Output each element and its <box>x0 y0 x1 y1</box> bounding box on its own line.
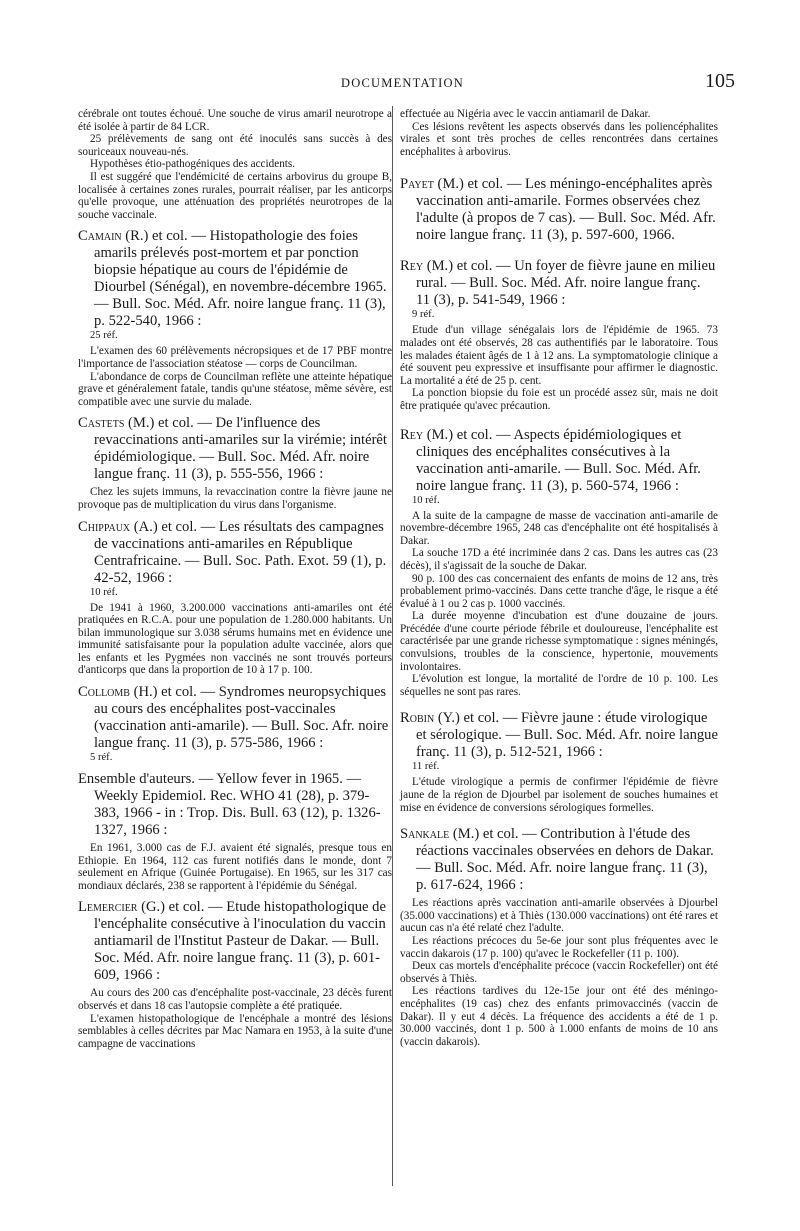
bibliography-entry <box>400 176 718 244</box>
bibliography-entry <box>400 427 718 699</box>
entry-title <box>400 710 718 761</box>
paragraph: Au cours des 200 cas d'encéphalite post-vaccinale, 23 décès furent observés et dans 18 cas l'autopsie complète a été pratiquée. <box>78 987 392 1013</box>
entry-title <box>78 228 392 330</box>
entry-citation: et col. — Un foyer de fièvre jaune en milieu rural. — Bull. Soc. Méd. Afr. noire langue franç. 11 (3), p. 541-549, 1966 : <box>416 258 716 309</box>
entry-citation: et col. — Les résultats des campagnes de vaccinations anti-amariles en République Centrafricaine. — Bull. Soc. Path. Exot. 59 (1), p. 42-52, 1966 : <box>94 518 387 586</box>
paragraph: Les réactions précoces du 5e-6e jour sont plus fréquentes avec le vaccin dakarois (17 p. 100) qu'avec le Rockefeller (11 p. 100). <box>400 935 718 960</box>
paragraph: La ponction biopsie du foie est un procédé assez sûr, mais ne doit être pratiquée qu'avec précaution. <box>400 387 718 412</box>
paragraph: La souche 17D a été incriminée dans 2 cas. Dans les autres cas (23 décès), il s'agissait de la souche de Dakar. <box>400 547 718 572</box>
paragraph: Ces lésions revêtent les aspects observés dans les poliencéphalites virales et sont très proches de celles rencontrées dans certaines encéphalites à arbovirus. <box>400 120 718 158</box>
paragraph: L'étude virologique a permis de confirmer l'épidémie de fièvre jaune de la région de Djourbel par isolement de souches humaines et mise en évidence de conversions sérologiques formelles. <box>400 776 718 814</box>
bibliography-entry <box>78 684 392 764</box>
paragraph: L'abondance de corps de Councilman reflète une atteinte hépatique grave et généralement fatale, tandis qu'une stéatose, même sévère, est compatible avec une survie du malade. <box>78 370 392 408</box>
entry-citation: et col. — Aspects épidémiologiques et cliniques des encéphalites consécutives à la vaccination anti-amarile. — Bull. Soc. Méd. Afr. noire langue franç. 11 (3), p. 560-574, 1966 : <box>416 426 701 494</box>
entry-author: Payet (M.) <box>400 176 464 193</box>
bibliography-entry <box>78 519 392 678</box>
paragraph: Hypothèses étio-pathogéniques des accidents. <box>90 158 296 171</box>
bibliography-entry <box>400 710 718 814</box>
continuation-text <box>400 108 718 158</box>
paragraph: Les réactions après vaccination anti-amarile observées à Djourbel (35.000 vaccinations) et à Thiès (130.000 vaccinations) ont été rares et aucun cas n'a été relaté chez l'adulte. <box>400 897 718 935</box>
entry-title <box>78 771 392 839</box>
paragraph: La durée moyenne d'incubation est d'une douzaine de jours. Précédée d'une courte période fébrile et douloureuse, l'encéphalite est caractérisée par une grande richesse symptomatique : signes méningés, convulsions, troubles de la conscience, hypertonie, mouvements involontaires. <box>400 610 718 673</box>
entry-refs: 25 réf. <box>90 330 118 342</box>
entry-author: Sankale (M.) <box>400 826 480 843</box>
continuation-text <box>78 108 392 221</box>
paragraph: L'évolution est longue, la mortalité de l'ordre de 10 p. 100. Les séquelles ne sont pas rares. <box>400 673 718 698</box>
left-column <box>78 108 392 1050</box>
running-title: DOCUMENTATION <box>341 76 464 90</box>
entry-citation: et col. — Fièvre jaune : étude virologique et sérologique. — Bull. Soc. Méd. Afr. noire langue franç. 11 (3), p. 512-521, 1966 : <box>416 710 718 761</box>
page-number: 105 <box>705 70 735 92</box>
entry-citation: et col. — Histopathologie des foies amarils prélevés post-mortem et par ponction biopsie hépatique au cours de l'épidémie de Diourbel (Sénégal), en novembre-décembre 1965. — Bull. Soc. Méd. Afr. noire langue franç. 11 (3), p. 522-540, 1966 : <box>94 228 387 330</box>
bibliography-entry <box>400 826 718 1048</box>
bibliography-entry <box>400 258 718 412</box>
entry-title <box>400 427 718 495</box>
entry-author: Chippaux (A.) <box>78 518 158 535</box>
bibliography-entry <box>78 228 392 408</box>
bibliography-entry <box>78 415 392 511</box>
entry-author: Rey (M.) <box>400 258 454 275</box>
entry-citation: et col. — Etude histopathologique de l'encéphalite consécutive à l'inoculation du vaccin antiamaril de l'Institut Pasteur de Dakar. — Bull. Soc. Méd. Afr. noire langue franç. 11 (3), p. 601-609, 1966 : <box>94 899 386 984</box>
bibliography-entry <box>78 771 392 892</box>
paragraph: En 1961, 3.000 cas de F.J. avaient été signalés, presque tous en Ethiopie. En 1964, 112 cas furent notifiés dans le monde, dont 7 seulement en Afrique (Guinée Portugaise). En 1965, sur les 317 cas mondiaux déclarés, 238 se rapportent à l'épidémie du Sénégal. <box>78 842 392 892</box>
entry-author: Robin (Y.) <box>400 710 460 727</box>
paragraph: cérébrale ont toutes échoué. Une souche de virus amaril neurotrope a été isolée à partir de 84 LCR. <box>78 108 392 133</box>
entry-author: Rey (M.) <box>400 426 454 443</box>
entry-author: Camain (R.) <box>78 228 149 245</box>
entry-citation: et col. — Contribution à l'étude des réactions vaccinales observées en dehors de Dakar. — Bull. Soc. Méd. Afr. noire langue franç. 11 (3), p. 617-624, 1966 : <box>416 826 714 894</box>
column-divider <box>392 106 393 1186</box>
paragraph: L'examen des 60 prélèvements nécropsiques et de 17 PBF montre l'importance de l'association stéatose — corps de Councilman. <box>78 345 392 370</box>
entry-title <box>400 258 718 309</box>
paragraph: Deux cas mortels d'encéphalite précoce (vaccin Rockefeller) ont été observés à Thiès. <box>400 960 718 985</box>
entry-title <box>400 176 718 244</box>
entry-author: Castets (M.) <box>78 415 155 432</box>
entry-refs: 9 réf. <box>412 309 435 321</box>
entry-author: Collomb (H.) <box>78 684 158 701</box>
entry-title <box>78 899 392 984</box>
paragraph: 25 prélèvements de sang ont été inoculés sans succès à des souriceaux nouveau-nés. <box>78 133 392 158</box>
paragraph: Il est suggéré que l'endémicité de certains arbovirus du groupe B, localisée à certaines zones rurales, pourrait réaliser, par les anticorps qu'elle provoque, une atténuation des propriétés neurotropes de la souche vaccinale. <box>78 170 392 221</box>
paragraph: Les réactions tardives du 12e-15e jour ont été des méningo-encéphalites (19 cas) chez des enfants primovaccinés (vaccin de Dakar). Il y eut 4 décès. La fréquence des accidents a été de 1 p. 30.000 vaccinés, dont 1 p. 500 à 1.000 enfants de moins de 10 ans (vaccin dakarois). <box>400 985 718 1048</box>
entry-citation: et col. — Syndromes neuropsychiques au cours des encéphalites post-vaccinales (vaccination anti-amarile). — Bull. Soc. Afr. noire langue franç. 11 (3), p. 575-586, 1966 : <box>94 684 389 752</box>
entry-author: Lemercier (G.) <box>78 899 166 916</box>
entry-citation: et col. — De l'influence des revaccinations anti-amariles sur la virémie; intérêt épidémiologique. — Bull. Soc. Méd. Afr. noire langue franç. 11 (3), p. 555-556, 1966 : <box>94 415 387 483</box>
paragraph: De 1941 à 1960, 3.200.000 vaccinations anti-amariles ont été pratiquées en R.C.A. pour une population de 1.280.000 habitants. Un bilan immunologique sur 3.038 sérums humains met en évidence une immunité satisfaisante pour la population adulte vaccinée, alors que les enfants et les Pygmées non vaccinés ne sont trouvés porteurs d'anticorps que dans la proportion de 10 à 17 p. 100. <box>78 601 392 677</box>
entry-refs: 10 réf. <box>90 586 118 598</box>
right-column <box>400 108 718 1048</box>
entry-title <box>400 826 718 894</box>
paragraph: 90 p. 100 des cas concernaient des enfants de moins de 12 ans, très probablement primo-vaccinés. Dans cette tranche d'âge, le risque a été évalué à 1 ou 2 cas p. 1000 vaccinés. <box>400 572 718 610</box>
paragraph: Chez les sujets immuns, la revaccination contre la fièvre jaune ne provoque pas de multiplication du virus dans l'organisme. <box>78 486 392 511</box>
paragraph: A la suite de la campagne de masse de vaccination anti-amarile de novembre-décembre 1965, 248 cas d'encéphalite ont été hospitalisés à Dakar. <box>400 509 718 547</box>
entry-refs: 5 réf. <box>90 752 113 764</box>
entry-citation: — Yellow fever in 1965. — Weekly Epidemiol. Rec. WHO 41 (28), p. 379-383, 1966 - in : Trop. Dis. Bull. 63 (12), p. 1326-1327, 1966 : <box>94 771 381 839</box>
entry-title <box>78 684 392 752</box>
paragraph: Etude d'un village sénégalais lors de l'épidémie de 1965. 73 malades ont été observés, 28 cas authentifiés par le laboratoire. Tous les malades étaient âgés de 1 à 12 ans. La symptomatologie clinique a été souvent peu expressive et insuffisante pour affirmer le diagnostic. La mortalité a été de 25 p. cent. <box>400 324 718 387</box>
entry-title <box>78 415 392 483</box>
paragraph: L'examen histopathologique de l'encéphale a montré des lésions semblables à celles décrites par Mac Namara en 1953, à la suite d'une campagne de vaccinations <box>78 1012 392 1050</box>
page-header <box>70 72 735 94</box>
bibliography-entry <box>78 899 392 1050</box>
entry-title <box>78 519 392 587</box>
entry-citation: et col. — Les méningo-encéphalites après vaccination anti-amarile. Formes observées chez l'adulte (à propos de 7 cas). — Bull. Soc. Méd. Afr. noire langue franç. 11 (3), p. 597-600, 1966. <box>416 176 716 244</box>
entry-author: Ensemble d'auteurs. <box>78 771 195 788</box>
entry-refs: 11 réf. <box>412 761 440 773</box>
paragraph: effectuée au Nigéria avec le vaccin antiamaril de Dakar. <box>400 108 651 120</box>
entry-refs: 10 réf. <box>412 494 440 506</box>
